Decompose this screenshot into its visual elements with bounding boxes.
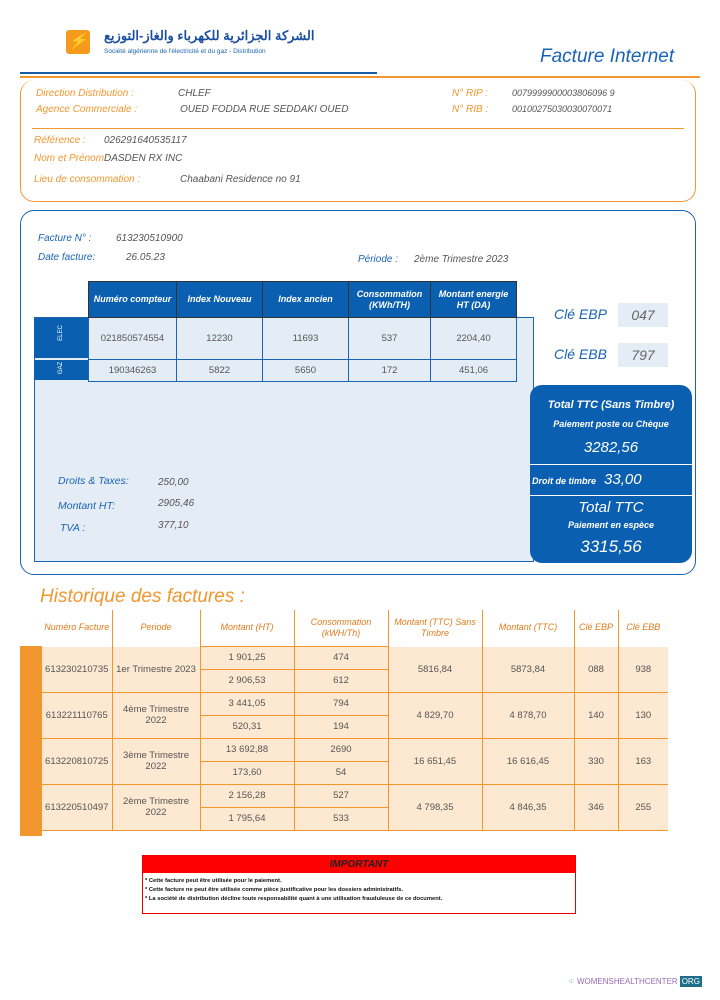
table-row: 021850574554 12230 11693 537 2204,40	[89, 318, 517, 360]
reference-value: 026291640535117	[104, 135, 187, 146]
document-title: Facture Internet	[540, 46, 675, 67]
rib-value: 00100275030030070071	[512, 104, 613, 114]
totals-divider	[530, 464, 692, 465]
agence-label: Agence Commerciale :	[36, 104, 138, 115]
company-name-arabic: الشركة الجزائرية للكهرباء والغاز-التوزيع	[104, 28, 315, 43]
notice-line: * Cette facture peut être utilisée pour le paiement.	[145, 878, 282, 884]
sonelgaz-logo: ⚡	[66, 30, 90, 54]
total-sans-timbre-value: 3282,56	[583, 439, 639, 456]
direction-label: Direction Distribution :	[36, 88, 134, 99]
important-notice	[142, 855, 576, 914]
notice-line: * Cette facture ne peut être utilisée comme pièce justificative pour les dossiers administratifs.	[145, 887, 404, 893]
meter-table	[88, 281, 517, 382]
date-value: 26.05.23	[126, 252, 165, 263]
col-index-ancien: Index ancien	[263, 282, 349, 318]
important-title: IMPORTANT	[143, 856, 575, 873]
client-divider	[32, 128, 684, 129]
total-sans-timbre-sub: Paiement poste ou Chèque	[553, 419, 669, 429]
montant-ht-value: 2905,46	[158, 498, 195, 509]
total-ttc-value: 3315,56	[580, 537, 642, 556]
cle-ebb-label: Clé EBB	[554, 346, 607, 362]
col-consommation: Consommation (KWh/TH)	[349, 282, 431, 318]
header-divider-blue	[20, 72, 377, 74]
periode-label: Période :	[358, 254, 399, 265]
cle-ebp-label: Clé EBP	[554, 306, 607, 322]
cle-ebp-value: 047	[618, 303, 668, 327]
header-divider-orange	[20, 76, 700, 78]
nom-label: Nom et Prénom :	[34, 153, 110, 164]
rip-label: N° RIP :	[452, 88, 488, 99]
table-row: 613230210735 1er Trimestre 2023 1 901,25 474 5816,84 5873,84 088 938	[42, 646, 668, 669]
droits-value: 250,00	[158, 477, 189, 488]
history-table: Numéro Facture Periode Montant (HT) Consommation (kWH/Th) Montant (TTC) Sans Timbre Montant (TTC) Clé EBP Clé EBB 613230210735 1er Trimestre 2023 1 901,25 474 5816,84 5873,84 088 938 2 906,53 612 613221110765 4ème Trimestre 2022 3 441,05 794 4 829,70 4 878,70 140 130 520,31 194 613220810725 3ème Trimestre 2022 13 692,88 2690 16 651,45 16 616,45 330 163 173,60 54 613220510497 2ème Trimestre 2022 2 156,28 527 4 798,35 4 846,35 346 255 1 795,64 533	[42, 610, 668, 831]
direction-value: CHLEF	[178, 88, 211, 99]
droits-label: Droits & Taxes:	[58, 475, 129, 487]
elec-row-tag: ELEC	[34, 318, 88, 358]
totals-divider	[530, 495, 692, 496]
table-row: 190346263 5822 5650 172 451,06	[89, 360, 517, 382]
history-title: Historique des factures :	[40, 586, 245, 607]
montant-ht-label: Montant HT:	[58, 500, 115, 512]
gaz-row-tag: GAZ	[34, 360, 88, 380]
nom-value: DASDEN RX INC	[104, 153, 183, 164]
table-row: 613220510497 2ème Trimestre 2022 2 156,28 527 4 798,35 4 846,35 346 255	[42, 784, 668, 807]
reference-label: Référence :	[34, 135, 86, 146]
facture-label: Facture N° :	[38, 233, 92, 244]
total-sans-timbre-title: Total TTC (Sans Timbre)	[547, 399, 675, 411]
notice-line: * La société de distribution décline toute responsabilité quant à une utilisation frauduleuse de ce document.	[145, 896, 443, 902]
lieu-label: Lieu de consommation :	[34, 174, 141, 185]
col-index-nouveau: Index Nouveau	[177, 282, 263, 318]
watermark: ⁘ WOMENSHEALTHCENTER ORG	[568, 977, 700, 986]
date-label: Date facture:	[38, 252, 96, 263]
col-numero: Numéro compteur	[89, 282, 177, 318]
tva-label: TVA :	[60, 522, 86, 534]
table-row: 613221110765 4ème Trimestre 2022 3 441,05 794 4 829,70 4 878,70 140 130	[42, 692, 668, 715]
rip-value: 0079999900003806096 9	[512, 88, 615, 98]
col-montant: Montant energie HT (DA)	[431, 282, 517, 318]
facture-value: 613230510900	[116, 233, 183, 244]
rib-label: N° RIB :	[452, 104, 489, 115]
agence-value: OUED FODDA RUE SEDDAKI OUED	[180, 104, 349, 115]
company-name-french: Société algérienne de l'électricité et du gaz - Distribution	[104, 48, 266, 55]
periode-value: 2ème Trimestre 2023	[414, 254, 509, 265]
lieu-value: Chaabani Residence no 91	[180, 174, 301, 185]
cle-ebb-value: 797	[618, 343, 668, 367]
total-ttc-sub: Paiement en espèce	[567, 520, 655, 530]
total-ttc-title: Total TTC	[578, 499, 644, 516]
history-row-tags	[20, 646, 42, 836]
droit-timbre-row: Droit de timbre 33,00	[532, 471, 642, 488]
totals-panel	[530, 385, 692, 563]
tva-value: 377,10	[158, 520, 189, 531]
table-row: 613220810725 3ème Trimestre 2022 13 692,88 2690 16 651,45 16 616,45 330 163	[42, 738, 668, 761]
